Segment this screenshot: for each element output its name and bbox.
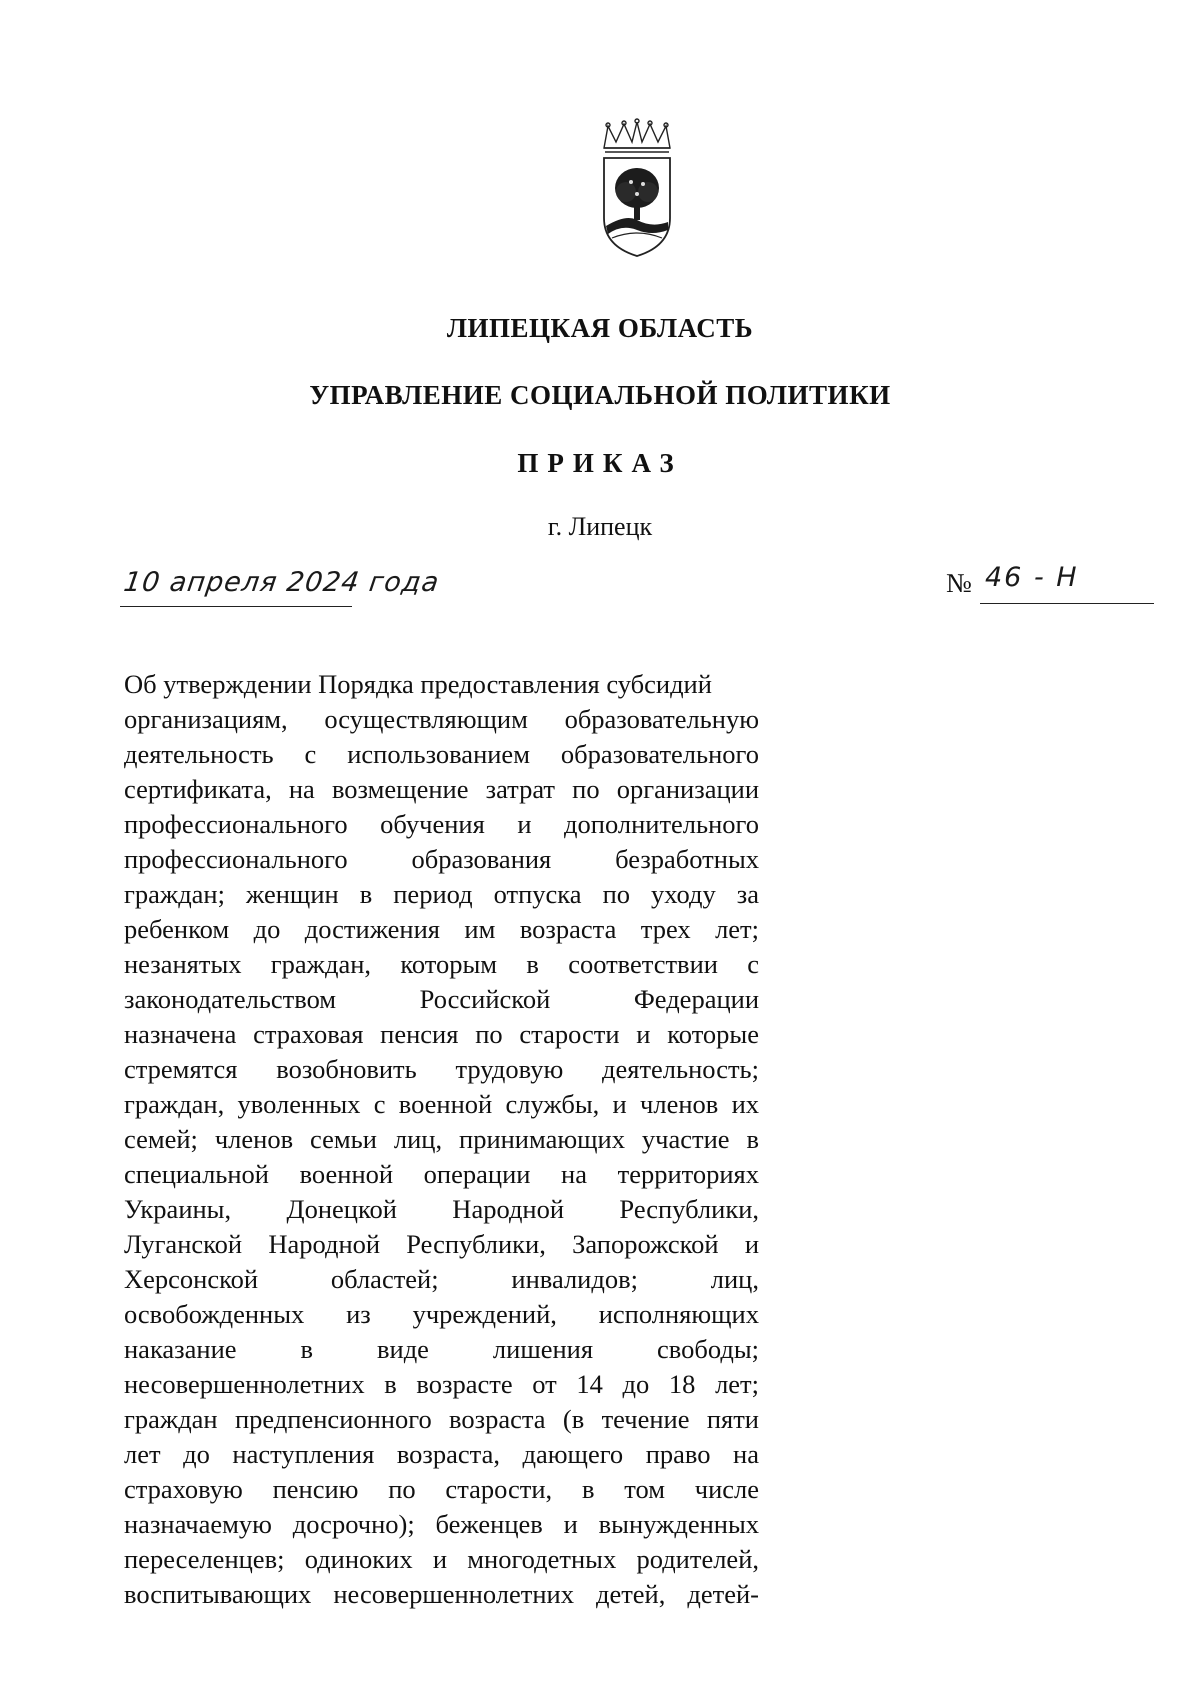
order-date-handwritten: 10 апреля 2024 года — [121, 567, 442, 598]
subject-line: профессионального образования безработных — [124, 844, 759, 874]
subject-line: ребенком до достижения им возраста трех лет; — [124, 914, 759, 944]
subject-line: сертификата, на возмещение затрат по организации — [124, 774, 759, 804]
region-title: ЛИПЕЦКАЯ ОБЛАСТЬ — [446, 313, 754, 343]
order-subject — [124, 667, 759, 1612]
date-underline — [120, 606, 352, 607]
subject-line: Об утверждении Порядка предоставления субсидий — [124, 669, 712, 699]
subject-line: незанятых граждан, которым в соответствии с — [124, 949, 759, 979]
subject-line: профессионального обучения и дополнительного — [124, 809, 759, 839]
subject-line: переселенцев; одиноких и многодетных родителей, — [124, 1544, 759, 1574]
subject-line: освобожденных из учреждений, исполняющих — [124, 1299, 759, 1329]
subject-line: Луганской Народной Республики, Запорожской и — [124, 1229, 759, 1259]
subject-line: наказание в виде лишения свободы; — [124, 1334, 759, 1364]
subject-line: граждан предпенсионного возраста (в течение пяти — [124, 1404, 759, 1434]
subject-line: граждан, уволенных с военной службы, и членов их — [124, 1089, 759, 1119]
subject-line: назначаемую досрочно); беженцев и вынужденных — [124, 1509, 759, 1539]
subject-line: граждан; женщин в период отпуска по уходу за — [124, 879, 759, 909]
subject-line: лет до наступления возраста, дающего право на — [124, 1439, 759, 1469]
subject-line: несовершеннолетних в возрасте от 14 до 18 лет; — [124, 1369, 759, 1399]
department-title: УПРАВЛЕНИЕ СОЦИАЛЬНОЙ ПОЛИТИКИ — [309, 380, 891, 410]
coat-of-arms-icon — [596, 118, 678, 258]
subject-line: организациям, осуществляющим образовательную — [124, 704, 759, 734]
order-number-handwritten: 46 - Н — [985, 562, 1079, 593]
subject-line: назначена страховая пенсия по старости и которые — [124, 1019, 759, 1049]
number-underline — [980, 603, 1154, 604]
subject-line: семей; членов семьи лиц, принимающих участие в — [124, 1124, 759, 1154]
subject-line: специальной военной операции на территориях — [124, 1159, 759, 1189]
subject-line: страховую пенсию по старости, в том числе — [124, 1474, 759, 1504]
subject-line: законодательством Российской Федерации — [124, 984, 759, 1014]
document-type-title: ПРИКАЗ — [517, 448, 683, 478]
subject-line: воспитывающих несовершеннолетних детей, детей- — [124, 1579, 759, 1609]
subject-line: Украины, Донецкой Народной Республики, — [124, 1194, 759, 1224]
subject-line: стремятся возобновить трудовую деятельность; — [124, 1054, 759, 1084]
city-line: г. Липецк — [547, 512, 653, 541]
subject-line: Херсонской областей; инвалидов; лиц, — [124, 1264, 759, 1294]
subject-line: деятельность с использованием образовательного — [124, 739, 759, 769]
order-number-label: № — [946, 568, 972, 598]
